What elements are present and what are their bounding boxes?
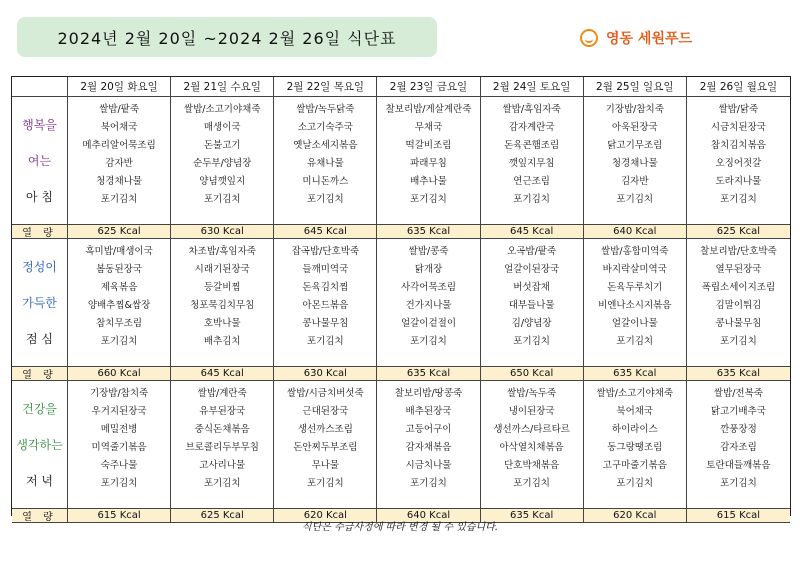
- kcal-value: 645 Kcal: [274, 225, 377, 239]
- kcal-value: 635 Kcal: [377, 225, 480, 239]
- menu-item: 포기김치: [513, 478, 550, 489]
- menu-item: 아몬드볶음: [302, 300, 349, 311]
- menu-item: 쌀밥/흑임자죽: [502, 104, 561, 115]
- menu-item: 포기김치: [616, 194, 654, 205]
- menu-cell: [584, 97, 687, 225]
- kcal-label: 열 량: [12, 509, 68, 523]
- menu-item: 포기김치: [720, 194, 757, 205]
- menu-item: 잡곡밥/단호박죽: [291, 246, 360, 257]
- menu-item: 열무된장국: [715, 264, 762, 275]
- menu-item: 청경채나물: [611, 158, 658, 169]
- menu-item: 도라지나물: [715, 176, 762, 187]
- menu-item: 참치김치볶음: [710, 140, 766, 151]
- menu-item: 돈육콘햄조림: [504, 140, 560, 151]
- brand-name: 영동 세원푸드: [606, 31, 693, 47]
- meal-label-line: 아 침: [26, 189, 53, 204]
- menu-item: 하이라이스: [611, 424, 658, 435]
- menu-item: 대부들나물: [508, 300, 555, 311]
- menu-item: 기장밥/참치죽: [605, 104, 664, 115]
- menu-cell: [377, 239, 480, 367]
- menu-item: 배추나물: [410, 176, 447, 187]
- kcal-value: 635 Kcal: [687, 367, 790, 381]
- menu-item: 북어채국: [616, 406, 654, 417]
- menu-cell: [377, 381, 480, 509]
- menu-cell: [274, 239, 377, 367]
- menu-item: 시금치나물: [405, 460, 452, 471]
- menu-item: 호박나물: [203, 318, 241, 329]
- menu-item: 쌀밥/녹두죽: [507, 388, 557, 399]
- menu-item: 동그랑땡조림: [607, 442, 663, 453]
- menu-cell: [481, 381, 584, 509]
- meal-label-line: 건강을: [22, 402, 57, 417]
- menu-item: 오징어젓갈: [715, 158, 762, 169]
- menu-item: 유채나물: [306, 158, 344, 169]
- meal-label: [12, 381, 68, 509]
- menu-item: 토란대들깨볶음: [706, 460, 771, 471]
- meal-label-line: 저 녁: [26, 473, 53, 488]
- menu-item: 들깨미역국: [302, 264, 349, 275]
- day-header: 2월 20일 화요일: [68, 77, 171, 97]
- menu-item: 닭개장: [414, 264, 443, 275]
- menu-item: 오곡밥/팥죽: [507, 246, 557, 257]
- menu-item: 얼갈이나물: [611, 318, 658, 329]
- menu-item: 포기김치: [616, 336, 654, 347]
- menu-item: 포기김치: [410, 194, 447, 205]
- menu-item: 등갈비찜: [203, 282, 241, 293]
- menu-cell: [68, 381, 171, 509]
- menu-item: 포기김치: [100, 478, 138, 489]
- menu-item: 포기김치: [306, 336, 344, 347]
- menu-item: 쌀밥/소고기야채죽: [183, 104, 261, 115]
- page-title: 2024년 2월 20일 ~2024 2월 26일 식단표: [57, 28, 397, 48]
- menu-item: 파래무침: [410, 158, 447, 169]
- kcal-value: 640 Kcal: [377, 509, 480, 523]
- kcal-value: 620 Kcal: [584, 509, 687, 523]
- menu-item: 봄동된장국: [96, 264, 143, 275]
- menu-item: 고구마줄기볶음: [602, 460, 667, 471]
- menu-item: 포기김치: [720, 336, 757, 347]
- menu-item: 메밀전병: [100, 424, 138, 435]
- menu-item: 아욱된장국: [611, 122, 658, 133]
- menu-item: 깻잎지무침: [508, 158, 555, 169]
- menu-item: 김/양념장: [511, 318, 552, 329]
- menu-item: 포기김치: [100, 336, 138, 347]
- menu-item: 얼갈이겉절이: [400, 318, 457, 329]
- menu-item: 쌀밥/소고기야채죽: [596, 388, 674, 399]
- menu-cell: [481, 239, 584, 367]
- menu-item: 시금치된장국: [710, 122, 766, 133]
- menu-item: 무나물: [311, 460, 340, 471]
- menu-item: 차조밥/흑임자죽: [188, 246, 256, 257]
- menu-cell: [171, 239, 274, 367]
- meal-label: [12, 97, 68, 225]
- menu-item: 건가지나물: [405, 300, 452, 311]
- menu-item: 떡갈비조림: [405, 140, 452, 151]
- kcal-value: 635 Kcal: [481, 509, 584, 523]
- menu-item: 쌀밥/닭죽: [718, 104, 759, 115]
- menu-item: 사각어묵조림: [400, 282, 457, 293]
- menu-item: 북어채국: [100, 122, 138, 133]
- menu-cell: [481, 97, 584, 225]
- kcal-value: 645 Kcal: [171, 367, 274, 381]
- meal-label: [12, 239, 68, 367]
- menu-item: 포기김치: [513, 194, 550, 205]
- menu-item: 포기김치: [306, 478, 344, 489]
- menu-item: 참치무조림: [96, 318, 143, 329]
- menu-item: 배추김치: [203, 336, 241, 347]
- menu-item: 돈육두루치기: [607, 282, 663, 293]
- menu-item: 무채국: [414, 122, 443, 133]
- menu-item: 감자반: [105, 158, 133, 169]
- menu-cell: [584, 381, 687, 509]
- menu-item: 버섯잡채: [513, 282, 550, 293]
- menu-item: 유부된장국: [199, 406, 246, 417]
- menu-item: 우거지된장국: [91, 406, 147, 417]
- menu-item: 단호박채볶음: [504, 460, 560, 471]
- menu-item: 닭고기배추국: [710, 406, 766, 417]
- kcal-value: 625 Kcal: [687, 225, 790, 239]
- menu-item: 순두부/양념장: [193, 158, 252, 169]
- menu-item: 흑미밥/매생이국: [85, 246, 153, 257]
- corner-cell: [12, 77, 68, 97]
- menu-cell: [68, 239, 171, 367]
- menu-item: 김자반: [621, 176, 649, 187]
- menu-item: 브로콜리두부무침: [185, 442, 259, 453]
- menu-item: 배추된장국: [405, 406, 452, 417]
- kcal-value: 650 Kcal: [481, 367, 584, 381]
- kcal-value: 630 Kcal: [274, 367, 377, 381]
- day-header: 2월 25일 일요일: [584, 77, 687, 97]
- menu-item: 고사리나물: [199, 460, 246, 471]
- menu-item: 청포묵김치무침: [190, 300, 255, 311]
- kcal-value: 645 Kcal: [481, 225, 584, 239]
- menu-item: 찰보리밥/단호박죽: [700, 246, 777, 257]
- menu-item: 연근조림: [513, 176, 550, 187]
- kcal-value: 620 Kcal: [274, 509, 377, 523]
- menu-item: 양배추찜&쌈장: [87, 300, 151, 311]
- menu-item: 생선까스/타르타르: [493, 424, 570, 435]
- menu-item: 양념깻잎지: [199, 176, 246, 187]
- menu-item: 매생이국: [203, 122, 241, 133]
- menu-item: 중식돈채볶음: [194, 424, 250, 435]
- kcal-value: 625 Kcal: [171, 509, 274, 523]
- menu-item: 콩나물무침: [302, 318, 349, 329]
- menu-cell: [171, 97, 274, 225]
- kcal-value: 630 Kcal: [171, 225, 274, 239]
- menu-item: 찰보리밥/게살계란죽: [385, 104, 472, 115]
- menu-cell: [171, 381, 274, 509]
- kcal-value: 635 Kcal: [584, 367, 687, 381]
- menu-cell: [687, 239, 790, 367]
- menu-cell: [584, 239, 687, 367]
- menu-item: 제육볶음: [100, 282, 138, 293]
- menu-item: 감자계란국: [508, 122, 555, 133]
- kcal-label: 열 량: [12, 225, 68, 239]
- meal-label-line: 정성이: [22, 260, 57, 275]
- menu-item: 쌀밥/계란죽: [197, 388, 247, 399]
- menu-item: 생선까스조림: [297, 424, 353, 435]
- menu-item: 쌀밥/팥죽: [99, 104, 140, 115]
- menu-item: 포기김치: [720, 478, 757, 489]
- menu-item: 포기김치: [306, 194, 344, 205]
- menu-item: 감자채볶음: [405, 442, 452, 453]
- menu-item: 포기김치: [410, 336, 447, 347]
- menu-item: 쌀밥/전복죽: [713, 388, 763, 399]
- menu-item: 돈불고기: [203, 140, 241, 151]
- kcal-value: 660 Kcal: [68, 367, 171, 381]
- day-header: 2월 26일 월요일: [687, 77, 790, 97]
- menu-item: 냉이된장국: [508, 406, 555, 417]
- menu-item: 쌀밥/콩죽: [408, 246, 449, 257]
- meal-label-line: 생각하는: [16, 437, 63, 452]
- day-header: 2월 22일 목요일: [274, 77, 377, 97]
- menu-item: 미니돈까스: [302, 176, 349, 187]
- menu-item: 콩나물무침: [715, 318, 762, 329]
- menu-item: 포기김치: [616, 478, 654, 489]
- menu-item: 소고기숙주국: [297, 122, 353, 133]
- footnote: 식단은 수급사정에 따라 변경 될 수 있습니다.: [301, 522, 499, 533]
- kcal-value: 615 Kcal: [68, 509, 171, 523]
- day-header: 2월 23일 금요일: [377, 77, 480, 97]
- menu-item: 기장밥/참치죽: [89, 388, 149, 399]
- menu-cell: [687, 381, 790, 509]
- menu-item: 폭립소세이지조림: [701, 282, 776, 293]
- smile-logo-icon: [580, 29, 598, 47]
- menu-item: 깐풍장정: [720, 424, 757, 435]
- menu-cell: [274, 381, 377, 509]
- day-header: 2월 24일 토요일: [481, 77, 584, 97]
- menu-item: 감자조림: [720, 442, 757, 453]
- day-header: 2월 21일 수요일: [171, 77, 274, 97]
- menu-item: 미역줄기볶음: [91, 442, 147, 453]
- menu-item: 비엔나소시지볶음: [598, 300, 672, 311]
- meal-label-line: 가득한: [22, 295, 57, 310]
- menu-item: 포기김치: [513, 336, 550, 347]
- menu-item: 포기김치: [410, 478, 447, 489]
- menu-item: 닭고기무조림: [607, 140, 663, 151]
- menu-item: 근대된장국: [302, 406, 349, 417]
- menu-item: 숙주나물: [100, 460, 138, 471]
- menu-cell: [687, 97, 790, 225]
- menu-item: 김말이튀김: [715, 300, 762, 311]
- menu-cell: [377, 97, 480, 225]
- brand: [580, 26, 692, 50]
- menu-item: 찰보리밥/땅콩죽: [394, 388, 463, 399]
- kcal-value: 615 Kcal: [687, 509, 790, 523]
- menu-item: 쌀밥/홍합미역죽: [601, 246, 669, 257]
- menu-item: 아삭열치채볶음: [499, 442, 564, 453]
- menu-item: 포기김치: [203, 478, 241, 489]
- kcal-value: 625 Kcal: [68, 225, 171, 239]
- kcal-value: 640 Kcal: [584, 225, 687, 239]
- title-banner: [17, 17, 437, 57]
- meal-label-line: 행복을: [22, 118, 57, 133]
- menu-table: [11, 76, 791, 523]
- menu-item: 포기김치: [100, 194, 138, 205]
- menu-cell: [274, 97, 377, 225]
- menu-item: 옛날소세지볶음: [293, 140, 358, 151]
- menu-item: 바지락살미역국: [602, 264, 667, 275]
- menu-item: 포기김치: [203, 194, 241, 205]
- kcal-label: 열 량: [12, 367, 68, 381]
- menu-item: 고등어구이: [405, 424, 452, 435]
- menu-item: 돈안찌두부조림: [293, 442, 358, 453]
- menu-item: 쌀밥/시금치버섯죽: [287, 388, 364, 399]
- menu-item: 돈육김치찜: [302, 282, 349, 293]
- menu-item: 얼갈이된장국: [504, 264, 560, 275]
- kcal-value: 635 Kcal: [377, 367, 480, 381]
- menu-cell: [68, 97, 171, 225]
- meal-label-line: 점 심: [26, 331, 53, 346]
- menu-item: 쌀밥/녹두닭죽: [296, 104, 355, 115]
- menu-item: 청경채나물: [96, 176, 143, 187]
- meal-label-line: 여는: [27, 153, 52, 168]
- menu-item: 메추리알어묵조림: [82, 140, 156, 151]
- menu-item: 시래기된장국: [194, 264, 250, 275]
